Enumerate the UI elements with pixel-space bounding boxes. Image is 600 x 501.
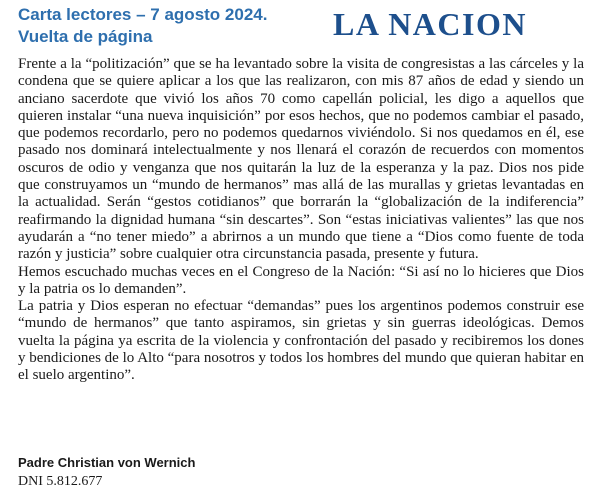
paragraph-3: La patria y Dios esperan no efectuar “demandas” pues los argentinos podemos construir ese “mundo de hermanos” que tanto aspiramos, sin grietas y sin guerras ideológicas. Demos vuelta la página ya escrita de la violencia y confrontación del pasado y recibiremos los dones y bendiciones de lo Alto “para nosotros y todos los hombres del mundo que quieran habitar en el suelo argentino”. <box>18 298 584 384</box>
letter-body <box>18 56 584 385</box>
letter-header <box>18 4 267 48</box>
section-date: Carta lectores – 7 agosto 2024. <box>18 5 268 24</box>
newspaper-masthead: LA NACION <box>333 6 527 42</box>
author-dni: DNI 5.812.677 <box>18 474 103 489</box>
author-name: Padre Christian von Wernich <box>18 455 196 470</box>
paragraph-1: Frente a la “politización” que se ha levantado sobre la visita de congresistas a las cárceles y la condena que se quiere aplicar a los que las realizaron, con mis 87 años de edad y siendo un anciano sacerdote que vivió los años 70 como capellán policial, les digo a aquellos que quieren instalar “una nueva inquisición” por esos hechos, que no podemos cambiar el pasado, que podemos recordarlo, pero no podemos quedarnos viviéndolo. Si nos quedamos en él, ese pasado nos dominará intelectualmente y nos llenará el corazón de recuerdos con momentos oscuros de odio y venganza que nos quitarán la luz de la esperanza y la paz. Dios nos pide que construyamos un “mundo de hermanos” mas allá de las murallas y grietas levantadas en la actualidad. Serán “gestos cotidianos” que borrarán la “globalización de la indiferencia” reafirmando la dignidad humana “sin descartes”. Son “estas iniciativas valientes” las que nos ayudarán a “no tener miedo” a abrirnos a un mundo que tiene a “Dios como fuente de toda razón y justicia” sobre cualquier otra circunstancia pasada, presente y futura. <box>18 56 584 263</box>
letter-title: Vuelta de página <box>18 27 153 46</box>
paragraph-2: Hemos escuchado muchas veces en el Congreso de la Nación: “Si así no lo hicieres que Dios y la patria os lo demanden”. <box>18 263 584 297</box>
